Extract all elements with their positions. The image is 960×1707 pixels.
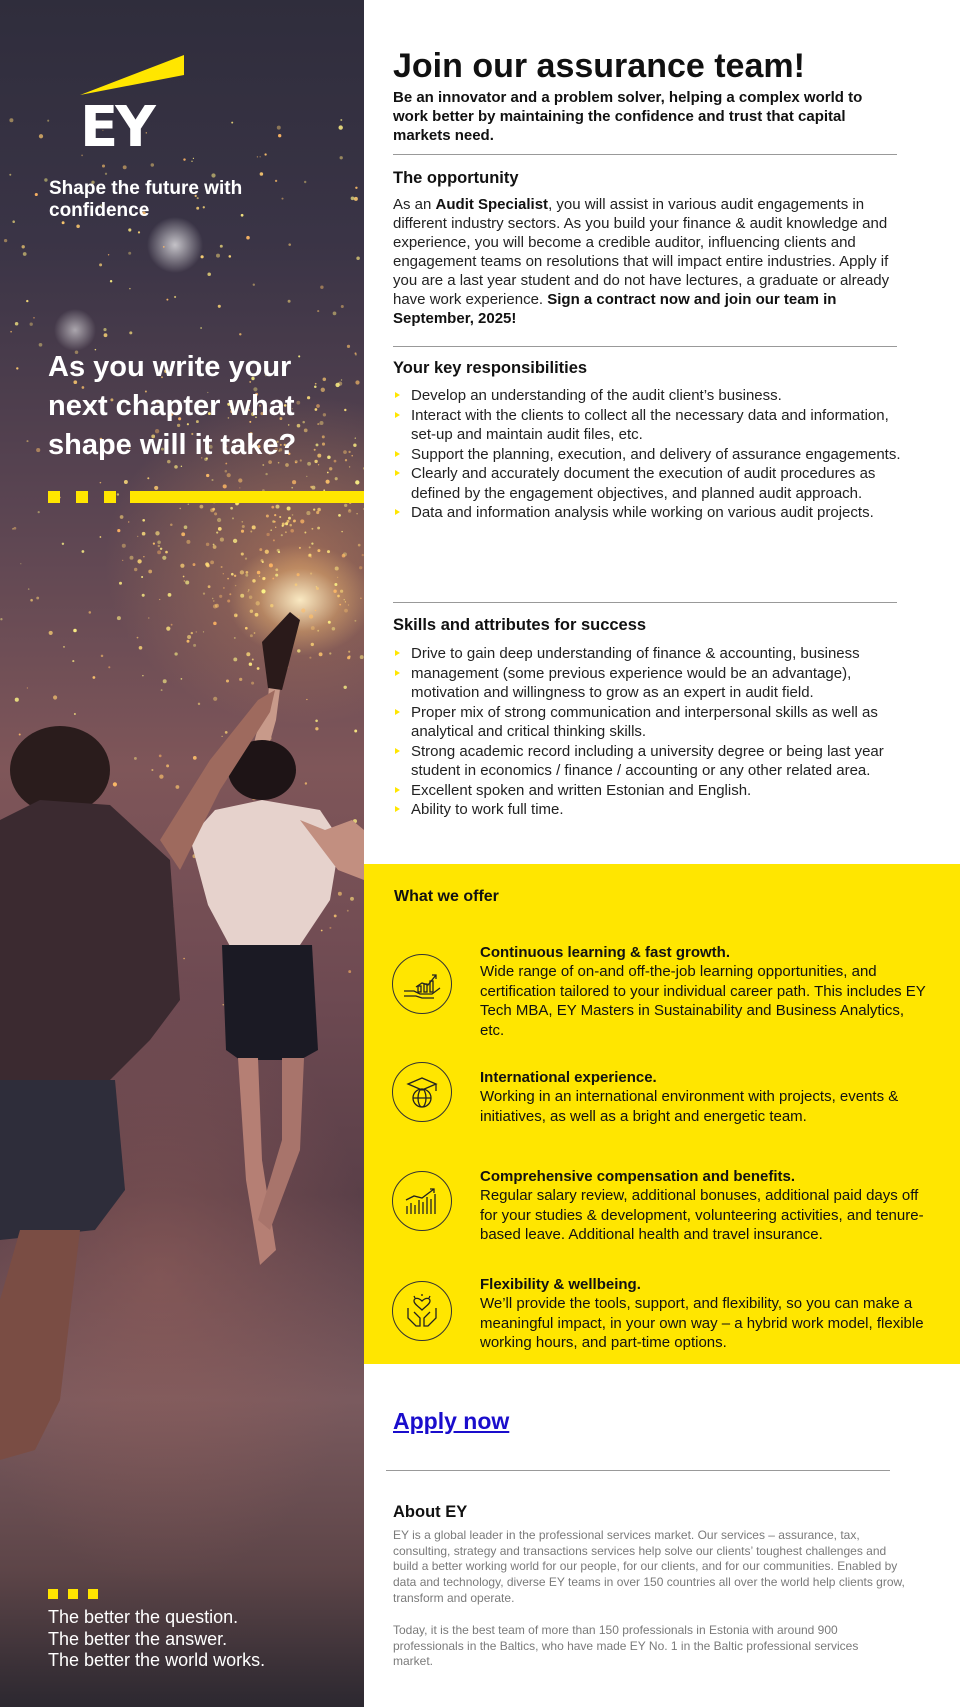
growth-chart-hand-icon bbox=[392, 954, 452, 1014]
offer-item bbox=[480, 1167, 932, 1245]
what-we-offer-section bbox=[364, 864, 960, 1364]
offer-item-desc: Wide range of on-and off-the-job learning opportunities, and certification tailored to your individual career path. This includes EY Tech MBA, EY Masters in Sustainability and Business Analytics, etc. bbox=[480, 963, 926, 1039]
about-title: About EY bbox=[393, 1503, 468, 1521]
ey-logo: EY bbox=[80, 95, 153, 160]
slogan-line: The better the question. bbox=[48, 1607, 239, 1627]
slogan-line: The better the answer. bbox=[48, 1628, 228, 1649]
divider bbox=[393, 346, 897, 347]
skills-title: Skills and attributes for success bbox=[393, 616, 647, 634]
opportunity-text bbox=[393, 195, 903, 328]
bar-chart-icon bbox=[392, 1171, 452, 1231]
offer-item bbox=[480, 943, 932, 1040]
yellow-dash bbox=[76, 491, 88, 503]
role-name: Audit Specialist bbox=[435, 196, 549, 213]
offer-title: What we offer bbox=[394, 888, 499, 905]
intro-text: Be an innovator and a problem solver, helping a complex world to work better by maintaining the confidence and trust that capital markets need. bbox=[393, 89, 863, 144]
offer-item-desc: Working in an international environment with projects, events & initiatives, as well as a bright and energetic team. bbox=[480, 1088, 899, 1125]
list-item: Strong academic record including a university degree or being last year student in economics / finance / accounting or any other related area. bbox=[393, 742, 903, 781]
apply-now-link[interactable]: Apply now bbox=[393, 1408, 510, 1434]
list-item: Excellent spoken and written Estonian and English. bbox=[393, 781, 903, 801]
offer-item bbox=[480, 1068, 932, 1126]
yellow-bar bbox=[130, 491, 364, 503]
slogan-line: The better the world works. bbox=[48, 1650, 266, 1670]
responsibilities-list bbox=[393, 386, 903, 523]
divider bbox=[393, 602, 897, 603]
skills-list bbox=[393, 644, 903, 820]
offer-item-title: Flexibility & wellbeing. bbox=[480, 1276, 641, 1293]
yellow-dash bbox=[104, 491, 116, 503]
opportunity-text-prefix: As an bbox=[393, 196, 436, 213]
about-paragraph: EY is a global leader in the professional services market. Our services – assurance, tax, consulting, strategy and transactions services help solve our clients’ toughest challenges and build a better working world for our people, for our clients, and for our communities. Enabled by data and technology, diverse EY teams in over 150 countries all over the world help clients grow, transform and operate. bbox=[393, 1528, 905, 1605]
offer-item-desc: We’ll provide the tools, support, and flexibility, so you can make a meaningful impact, in your own way – a hybrid work model, flexible working hours, and part-time options. bbox=[480, 1295, 924, 1351]
offer-item bbox=[480, 1275, 932, 1353]
brand-tagline: Shape the future with confidence bbox=[49, 178, 243, 221]
yellow-square bbox=[68, 1589, 78, 1599]
offer-item-title: International experience. bbox=[480, 1069, 657, 1086]
list-item: Clearly and accurately document the execution of audit procedures as defined by the engagement objectives, and planned audit approach. bbox=[393, 464, 903, 503]
yellow-dash bbox=[48, 491, 60, 503]
about-paragraph: Today, it is the best team of more than 150 professionals in Estonia with around 900 professionals in the Baltics, who have made EY No. 1 in the Baltic professional services market. bbox=[393, 1623, 859, 1669]
page-title: Join our assurance team! bbox=[393, 47, 805, 85]
yellow-square bbox=[88, 1589, 98, 1599]
hands-heart-icon bbox=[392, 1281, 452, 1341]
people-silhouette-image bbox=[0, 0, 364, 1707]
list-item: management (some previous experience would be an advantage), motivation and willingness to grow as an expert in audit field. bbox=[393, 664, 903, 703]
globe-graduation-cap-icon bbox=[392, 1062, 452, 1122]
responsibilities-title: Your key responsibilities bbox=[393, 359, 588, 377]
offer-item-title: Continuous learning & fast growth. bbox=[480, 944, 730, 961]
ey-logo-beam-icon bbox=[80, 55, 184, 95]
offer-item-title: Comprehensive compensation and benefits. bbox=[480, 1168, 796, 1185]
yellow-square bbox=[48, 1589, 58, 1599]
hero-photo-panel bbox=[0, 0, 364, 1707]
divider bbox=[393, 154, 897, 155]
offer-item-desc: Regular salary review, additional bonuses, additional paid days off for your studies & development, volunteering activities, and tenure-based leave. Additional health and travel insurance. bbox=[480, 1187, 924, 1243]
opportunity-title: The opportunity bbox=[393, 169, 519, 187]
hero-headline: As you write your next chapter what shape will it take? bbox=[48, 351, 297, 461]
list-item: Support the planning, execution, and delivery of assurance engagements. bbox=[393, 445, 903, 465]
list-item: Data and information analysis while working on various audit projects. bbox=[393, 503, 903, 523]
list-item: Ability to work full time. bbox=[393, 800, 903, 820]
list-item: Develop an understanding of the audit client’s business. bbox=[393, 386, 903, 406]
list-item: Drive to gain deep understanding of finance & accounting, business bbox=[393, 644, 903, 664]
divider bbox=[386, 1470, 890, 1471]
list-item: Interact with the clients to collect all the necessary data and information, set-up and maintain audit files, etc. bbox=[393, 406, 903, 445]
opportunity-text-body: , you will assist in various audit engagements in different industry sectors. As you build your finance & audit knowledge and experience, you will become a credible auditor, influencing clients and engagement teams on resolutions that will impact entire industries. Apply if you are a last year student and do not have lectures, a graduate or already have work experience. bbox=[393, 196, 890, 308]
list-item: Proper mix of strong communication and interpersonal skills as well as analytical and critical thinking skills. bbox=[393, 703, 903, 742]
opportunity-call-to-action: Sign a contract now and join our team in September, 2025! bbox=[393, 291, 837, 327]
slogan bbox=[48, 1607, 348, 1672]
